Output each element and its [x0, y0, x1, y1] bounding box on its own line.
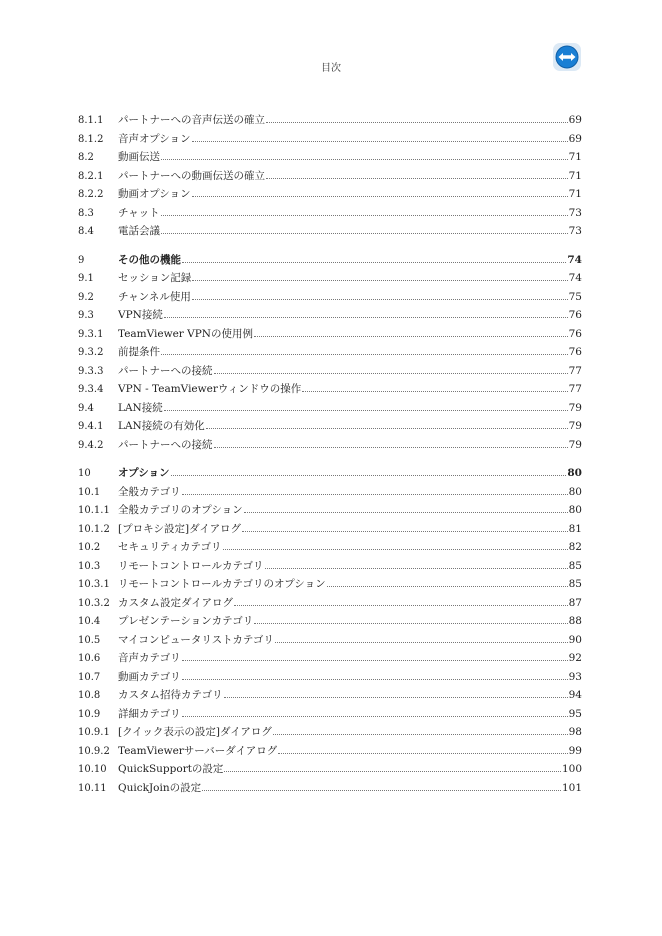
- toc-entry[interactable]: [78, 464, 582, 483]
- toc-dot-leader: [161, 233, 568, 234]
- toc-entry-page: 95: [568, 707, 582, 720]
- toc-dot-leader: [161, 159, 568, 160]
- toc-entry-page: 74: [568, 272, 582, 284]
- toc-entry-number: 10.11: [78, 782, 107, 794]
- toc-entry-page: 101: [561, 781, 582, 794]
- toc-entry[interactable]: [78, 612, 582, 631]
- toc-entry-page: 100: [561, 763, 582, 775]
- toc-dot-leader: [223, 549, 568, 550]
- toc-entry-page: 93: [568, 670, 582, 683]
- toc-entry-number: 9.1: [78, 273, 94, 284]
- toc-entry-title: オプション: [118, 467, 170, 479]
- toc-dot-leader: [206, 428, 568, 429]
- toc-entry-page: 74: [567, 253, 582, 266]
- toc-entry-title: [プロキシ設定]ダイアログ: [118, 522, 242, 535]
- toc-entry-number: 10.9.1: [78, 727, 110, 738]
- toc-entry[interactable]: [78, 501, 582, 520]
- toc-entry[interactable]: [78, 362, 582, 381]
- toc-dot-leader: [254, 623, 567, 624]
- toc-entry-number: 10.6: [78, 653, 101, 664]
- toc-entry-title: VPN接続: [118, 309, 163, 321]
- toc-entry[interactable]: [78, 111, 582, 130]
- toc-dot-leader: [192, 299, 568, 300]
- toc-dot-leader: [182, 660, 568, 661]
- toc-entry-page: 88: [568, 615, 582, 627]
- toc-entry[interactable]: [78, 167, 582, 186]
- toc-entry-number: 8.2: [78, 152, 94, 163]
- page-header-title: 目次: [321, 63, 341, 74]
- toc-entry-page: 69: [568, 114, 582, 126]
- toc-entry-title: チャット: [118, 206, 160, 219]
- toc-entry-number: 10.3.1: [78, 579, 110, 590]
- toc-entry-page: 73: [568, 225, 582, 237]
- toc-entry-page: 85: [568, 559, 582, 572]
- toc-entry-page: 98: [568, 726, 582, 738]
- toc-dot-leader: [192, 141, 568, 142]
- toc-entry-page: 77: [568, 383, 582, 395]
- toc-dot-leader: [192, 196, 568, 197]
- toc-entry-number: 9.4.1: [78, 421, 104, 432]
- toc-dot-leader: [275, 642, 568, 643]
- toc-dot-leader: [266, 122, 568, 123]
- toc-entry-title: マイコンピュータリストカテゴリ: [118, 633, 274, 646]
- toc-dot-leader: [224, 697, 568, 698]
- toc-entry-title: 音声カテゴリ: [118, 652, 181, 664]
- toc-entry[interactable]: [78, 288, 582, 307]
- toc-entry-title: 詳細カテゴリ: [118, 707, 181, 720]
- toc-entry[interactable]: [78, 148, 582, 167]
- toc-entry-page: 80: [567, 467, 582, 479]
- toc-entry-page: 81: [568, 522, 582, 535]
- toc-entry-page: 76: [568, 346, 582, 358]
- toc-entry-title: 音声オプション: [118, 132, 191, 145]
- section-gap: [78, 241, 582, 251]
- toc-entry-title: 動画伝送: [118, 151, 160, 163]
- toc-entry-number: 8.2.1: [78, 170, 104, 182]
- toc-entry[interactable]: [78, 222, 582, 241]
- toc-entry[interactable]: [78, 557, 582, 576]
- toc-entry-page: 80: [568, 485, 582, 498]
- toc-entry-title: TeamViewer VPNの使用例: [118, 327, 253, 340]
- section-gap: [78, 454, 582, 464]
- toc-entry[interactable]: [78, 760, 582, 779]
- toc-dot-leader: [327, 586, 568, 587]
- toc-entry[interactable]: [78, 417, 582, 436]
- toc-dot-leader: [182, 679, 568, 680]
- toc-entry-number: 9: [78, 254, 85, 266]
- toc-entry-number: 10.3.2: [78, 597, 110, 609]
- toc-entry-number: 9.3.4: [78, 384, 104, 395]
- toc-entry-page: 90: [568, 633, 582, 646]
- toc-entry-title: 電話会議: [118, 225, 160, 237]
- toc-entry[interactable]: [78, 594, 582, 613]
- toc-dot-leader: [164, 317, 568, 318]
- toc-dot-leader: [192, 280, 567, 281]
- toc-entry-title: セキュリティカテゴリ: [118, 541, 222, 553]
- toc-entry-title: セッション記録: [118, 272, 192, 284]
- toc-entry[interactable]: [78, 631, 582, 650]
- toc-dot-leader: [202, 790, 561, 791]
- toc-entry[interactable]: [78, 483, 582, 502]
- toc-entry-number: 9.2: [78, 291, 94, 303]
- toc-entry-title: パートナーへの音声伝送の確立: [118, 114, 265, 126]
- toc-entry-title: パートナーへの動画伝送の確立: [118, 169, 265, 182]
- toc-entry-title: カスタム設定ダイアログ: [118, 596, 233, 609]
- toc-entry[interactable]: [78, 742, 582, 761]
- toc-entry-title: QuickSupportの設定: [118, 763, 224, 775]
- toc-entry-number: 10.4: [78, 616, 101, 627]
- toc-entry-page: 76: [568, 327, 582, 340]
- toc-entry[interactable]: [78, 520, 582, 539]
- toc-entry[interactable]: [78, 130, 582, 149]
- toc-entry[interactable]: [78, 306, 582, 325]
- toc-dot-leader: [182, 262, 566, 263]
- toc-entry[interactable]: [78, 269, 582, 288]
- toc-entry-title: パートナーへの接続: [118, 438, 213, 451]
- toc-entry[interactable]: [78, 204, 582, 223]
- toc-entry-title: [クイック表示の設定]ダイアログ: [118, 726, 272, 738]
- toc-entry-page: 87: [568, 596, 582, 609]
- toc-dot-leader: [278, 753, 567, 754]
- toc-entry-page: 94: [568, 689, 582, 701]
- toc-entry-number: 8.3: [78, 207, 94, 219]
- toc-entry-number: 9.3: [78, 310, 94, 321]
- toc-entry-title: 前提条件: [118, 346, 160, 358]
- toc-entry-page: 79: [568, 438, 582, 451]
- toc-dot-leader: [164, 410, 568, 411]
- toc-entry-number: 10.1: [78, 486, 101, 498]
- toc-entry-page: 73: [568, 206, 582, 219]
- toc-entry-title: 動画オプション: [118, 188, 191, 200]
- toc-entry[interactable]: [78, 436, 582, 455]
- toc-entry-number: 10.9.2: [78, 745, 110, 757]
- toc-entry-number: 10: [78, 468, 91, 479]
- toc-entry-page: 80: [568, 504, 582, 516]
- toc-entry-number: 8.1.1: [78, 115, 104, 126]
- toc-entry-number: 10.2: [78, 542, 101, 553]
- toc-dot-leader: [244, 512, 568, 513]
- toc-dot-leader: [224, 771, 561, 772]
- table-of-contents: [78, 111, 582, 797]
- toc-entry-number: 9.3.2: [78, 347, 104, 358]
- toc-entry-number: 10.8: [78, 690, 101, 701]
- toc-entry[interactable]: [78, 575, 582, 594]
- toc-entry-title: VPN - TeamViewerウィンドウの操作: [118, 383, 302, 395]
- toc-dot-leader: [234, 605, 568, 606]
- toc-entry[interactable]: [78, 686, 582, 705]
- toc-entry-title: 動画カテゴリ: [118, 670, 181, 683]
- toc-dot-leader: [182, 716, 568, 717]
- toc-entry-number: 9.3.1: [78, 328, 104, 340]
- toc-entry[interactable]: [78, 325, 582, 344]
- toc-entry[interactable]: [78, 185, 582, 204]
- toc-entry[interactable]: [78, 649, 582, 668]
- toc-entry[interactable]: [78, 343, 582, 362]
- toc-dot-leader: [161, 354, 568, 355]
- toc-entry-title: カスタム招待カテゴリ: [118, 689, 223, 701]
- toc-entry-title: チャンネル使用: [118, 290, 191, 303]
- toc-dot-leader: [265, 568, 568, 569]
- toc-entry-number: 8.1.2: [78, 133, 104, 145]
- toc-entry[interactable]: [78, 538, 582, 557]
- toc-entry-page: 76: [568, 309, 582, 321]
- toc-entry[interactable]: [78, 399, 582, 418]
- toc-dot-leader: [161, 215, 568, 216]
- toc-dot-leader: [302, 391, 567, 392]
- toc-dot-leader: [171, 475, 567, 476]
- toc-entry-number: 8.4: [78, 226, 94, 237]
- toc-entry-title: プレゼンテーションカテゴリ: [118, 615, 254, 627]
- toc-entry-page: 71: [568, 188, 582, 200]
- toc-entry-page: 79: [568, 420, 582, 432]
- toc-entry-title: リモートコントロールカテゴリのオプション: [118, 578, 326, 590]
- toc-entry-page: 71: [568, 151, 582, 163]
- toc-entry-number: 10.10: [78, 764, 107, 775]
- toc-entry[interactable]: [78, 705, 582, 724]
- toc-entry-page: 85: [568, 578, 582, 590]
- toc-entry-page: 99: [568, 744, 582, 757]
- toc-entry-title: 全般カテゴリ: [118, 485, 181, 498]
- toc-dot-leader: [242, 531, 568, 532]
- toc-dot-leader: [214, 447, 568, 448]
- toc-entry-page: 82: [568, 541, 582, 553]
- toc-entry-number: 9.4: [78, 402, 94, 414]
- toc-entry-page: 71: [568, 169, 582, 182]
- toc-dot-leader: [214, 373, 568, 374]
- toc-entry-number: 10.7: [78, 671, 101, 683]
- toc-entry[interactable]: [78, 251, 582, 270]
- toc-entry-title: リモートコントロールカテゴリ: [118, 559, 264, 572]
- toc-entry-page: 79: [568, 401, 582, 414]
- toc-dot-leader: [182, 494, 568, 495]
- toc-entry-page: 92: [568, 652, 582, 664]
- toc-entry-number: 8.2.2: [78, 189, 104, 200]
- toc-entry-number: 9.4.2: [78, 439, 104, 451]
- toc-dot-leader: [254, 336, 568, 337]
- toc-dot-leader: [266, 178, 568, 179]
- toc-entry-page: 77: [568, 364, 582, 377]
- toc-entry-title: その他の機能: [118, 253, 181, 266]
- toc-entry[interactable]: [78, 380, 582, 399]
- toc-dot-leader: [273, 734, 568, 735]
- toc-entry[interactable]: [78, 668, 582, 687]
- toc-entry-title: TeamViewerサーバーダイアログ: [118, 744, 278, 757]
- toc-entry-page: 69: [568, 132, 582, 145]
- toc-entry-number: 10.3: [78, 560, 101, 572]
- toc-entry-number: 10.1.1: [78, 505, 110, 516]
- toc-entry-title: 全般カテゴリのオプション: [118, 504, 243, 516]
- toc-entry-page: 75: [568, 290, 582, 303]
- teamviewer-logo-icon: [552, 42, 582, 72]
- toc-entry-number: 10.5: [78, 634, 101, 646]
- toc-entry-number: 9.3.3: [78, 365, 104, 377]
- toc-entry-title: LAN接続の有効化: [118, 420, 205, 432]
- toc-entry-number: 10.1.2: [78, 523, 110, 535]
- toc-entry-number: 10.9: [78, 708, 101, 720]
- toc-entry[interactable]: [78, 723, 582, 742]
- toc-entry-title: QuickJoinの設定: [118, 781, 202, 794]
- toc-entry-title: LAN接続: [118, 401, 163, 414]
- toc-entry[interactable]: [78, 779, 582, 798]
- toc-entry-title: パートナーへの接続: [118, 364, 213, 377]
